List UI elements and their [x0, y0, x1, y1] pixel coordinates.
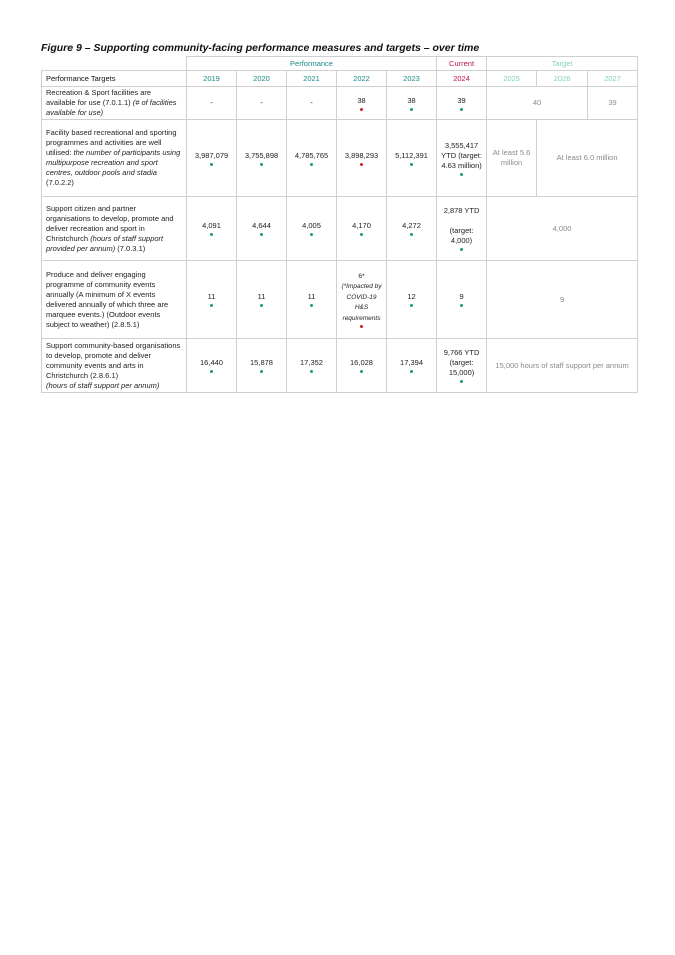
- table-row: [42, 87, 638, 120]
- year-2019: 2019: [187, 71, 237, 87]
- current-header: Current: [437, 57, 487, 71]
- value-cell: 4,005: [287, 197, 337, 261]
- target-cell: 4,000: [487, 197, 638, 261]
- value-cell: 11: [287, 261, 337, 339]
- current-cell: 9,766 YTD (target: 15,000): [437, 339, 487, 393]
- value-cell: -: [237, 87, 287, 120]
- status-dot-green: [460, 380, 463, 383]
- current-cell: 3,555,417 YTD (target: 4.63 million): [437, 120, 487, 197]
- status-dot-green: [360, 233, 363, 236]
- value-cell: 16,440: [187, 339, 237, 393]
- status-dot-red: [360, 163, 363, 166]
- measure-label: Produce and deliver engaging programme of community events annually (A minimum of X events delivered annually of which three are marquee events.) (Outdoor events subject to weather) (2.8.5.1): [42, 261, 187, 339]
- value-cell: 3,987,079: [187, 120, 237, 197]
- value-cell: 11: [237, 261, 287, 339]
- status-dot-green: [210, 370, 213, 373]
- status-dot-red: [360, 108, 363, 111]
- year-2027: 2027: [588, 71, 638, 87]
- performance-targets-header: Performance Targets: [42, 71, 187, 87]
- value-cell: 11: [187, 261, 237, 339]
- status-dot-green: [310, 304, 313, 307]
- value-cell: 15,878: [237, 339, 287, 393]
- status-dot-green: [260, 163, 263, 166]
- value-cell: 3,898,293: [337, 120, 387, 197]
- status-dot-green: [210, 163, 213, 166]
- current-cell: 9: [437, 261, 487, 339]
- value-cell: 38: [387, 87, 437, 120]
- value-cell: -: [187, 87, 237, 120]
- table-row: [42, 261, 638, 339]
- status-dot-green: [260, 304, 263, 307]
- status-dot-green: [360, 370, 363, 373]
- status-dot-green: [310, 370, 313, 373]
- value-cell: -: [287, 87, 337, 120]
- performance-table: [41, 56, 638, 393]
- value-cell: 17,352: [287, 339, 337, 393]
- value-cell: 12: [387, 261, 437, 339]
- value-cell: 4,644: [237, 197, 287, 261]
- target-cell: 39: [588, 87, 638, 120]
- target-header: Target: [487, 57, 638, 71]
- table-row: [42, 120, 638, 197]
- value-cell: 4,785,765: [287, 120, 337, 197]
- measure-label: Support citizen and partner organisations to develop, promote and deliver recreation and sport in Christchurch (hours of staff support provided per annum) (7.0.3.1): [42, 197, 187, 261]
- measure-label: Recreation & Sport facilities are available for use (7.0.1.1) (# of facilities available for use): [42, 87, 187, 120]
- status-dot-green: [460, 248, 463, 251]
- status-dot-green: [410, 370, 413, 373]
- status-dot-green: [410, 233, 413, 236]
- group-header-row: [42, 57, 638, 71]
- performance-header: Performance: [187, 57, 437, 71]
- table-row: [42, 339, 638, 393]
- status-dot-green: [310, 163, 313, 166]
- status-dot-green: [210, 304, 213, 307]
- value-cell: 38: [337, 87, 387, 120]
- target-cell: 40: [487, 87, 588, 120]
- status-dot-red: [360, 325, 363, 328]
- year-2021: 2021: [287, 71, 337, 87]
- value-cell: 4,170: [337, 197, 387, 261]
- value-cell: 16,028: [337, 339, 387, 393]
- value-cell: 4,272: [387, 197, 437, 261]
- status-dot-green: [410, 304, 413, 307]
- status-dot-green: [210, 233, 213, 236]
- target-cell: At least 5.6 million: [487, 120, 537, 197]
- value-cell: 17,394: [387, 339, 437, 393]
- year-2023: 2023: [387, 71, 437, 87]
- target-cell: 15,000 hours of staff support per annum: [487, 339, 638, 393]
- status-dot-green: [410, 163, 413, 166]
- year-2026: 2026: [537, 71, 588, 87]
- status-dot-green: [310, 233, 313, 236]
- measure-label: Facility based recreational and sporting programmes and activities are well utilised: the number of participants using multipurpose recreation and sport centres, outdoor pools and stadia (7.0.2.2): [42, 120, 187, 197]
- target-cell: 9: [487, 261, 638, 339]
- measure-label: Support community-based organisations to develop, promote and deliver community events and arts in Christchurch (2.8.6.1) (hours of staff support per annum): [42, 339, 187, 393]
- status-dot-green: [460, 108, 463, 111]
- current-cell: 39: [437, 87, 487, 120]
- table-row: [42, 197, 638, 261]
- figure-caption: Figure 9 – Supporting community-facing performance measures and targets – over time: [41, 42, 480, 54]
- value-cell: 4,091: [187, 197, 237, 261]
- year-2020: 2020: [237, 71, 287, 87]
- year-2022: 2022: [337, 71, 387, 87]
- status-dot-green: [260, 370, 263, 373]
- current-cell: 2,878 YTD (target: 4,000): [437, 197, 487, 261]
- status-dot-green: [460, 304, 463, 307]
- year-2024: 2024: [437, 71, 487, 87]
- status-dot-green: [260, 233, 263, 236]
- status-dot-green: [460, 173, 463, 176]
- value-cell: 6* (*Impacted by COVID-19 H&S requirements: [337, 261, 387, 339]
- year-header-row: [42, 71, 638, 87]
- status-dot-green: [410, 108, 413, 111]
- value-cell: 5,112,391: [387, 120, 437, 197]
- year-2025: 2025: [487, 71, 537, 87]
- value-cell: 3,755,898: [237, 120, 287, 197]
- target-cell: At least 6.0 million: [537, 120, 638, 197]
